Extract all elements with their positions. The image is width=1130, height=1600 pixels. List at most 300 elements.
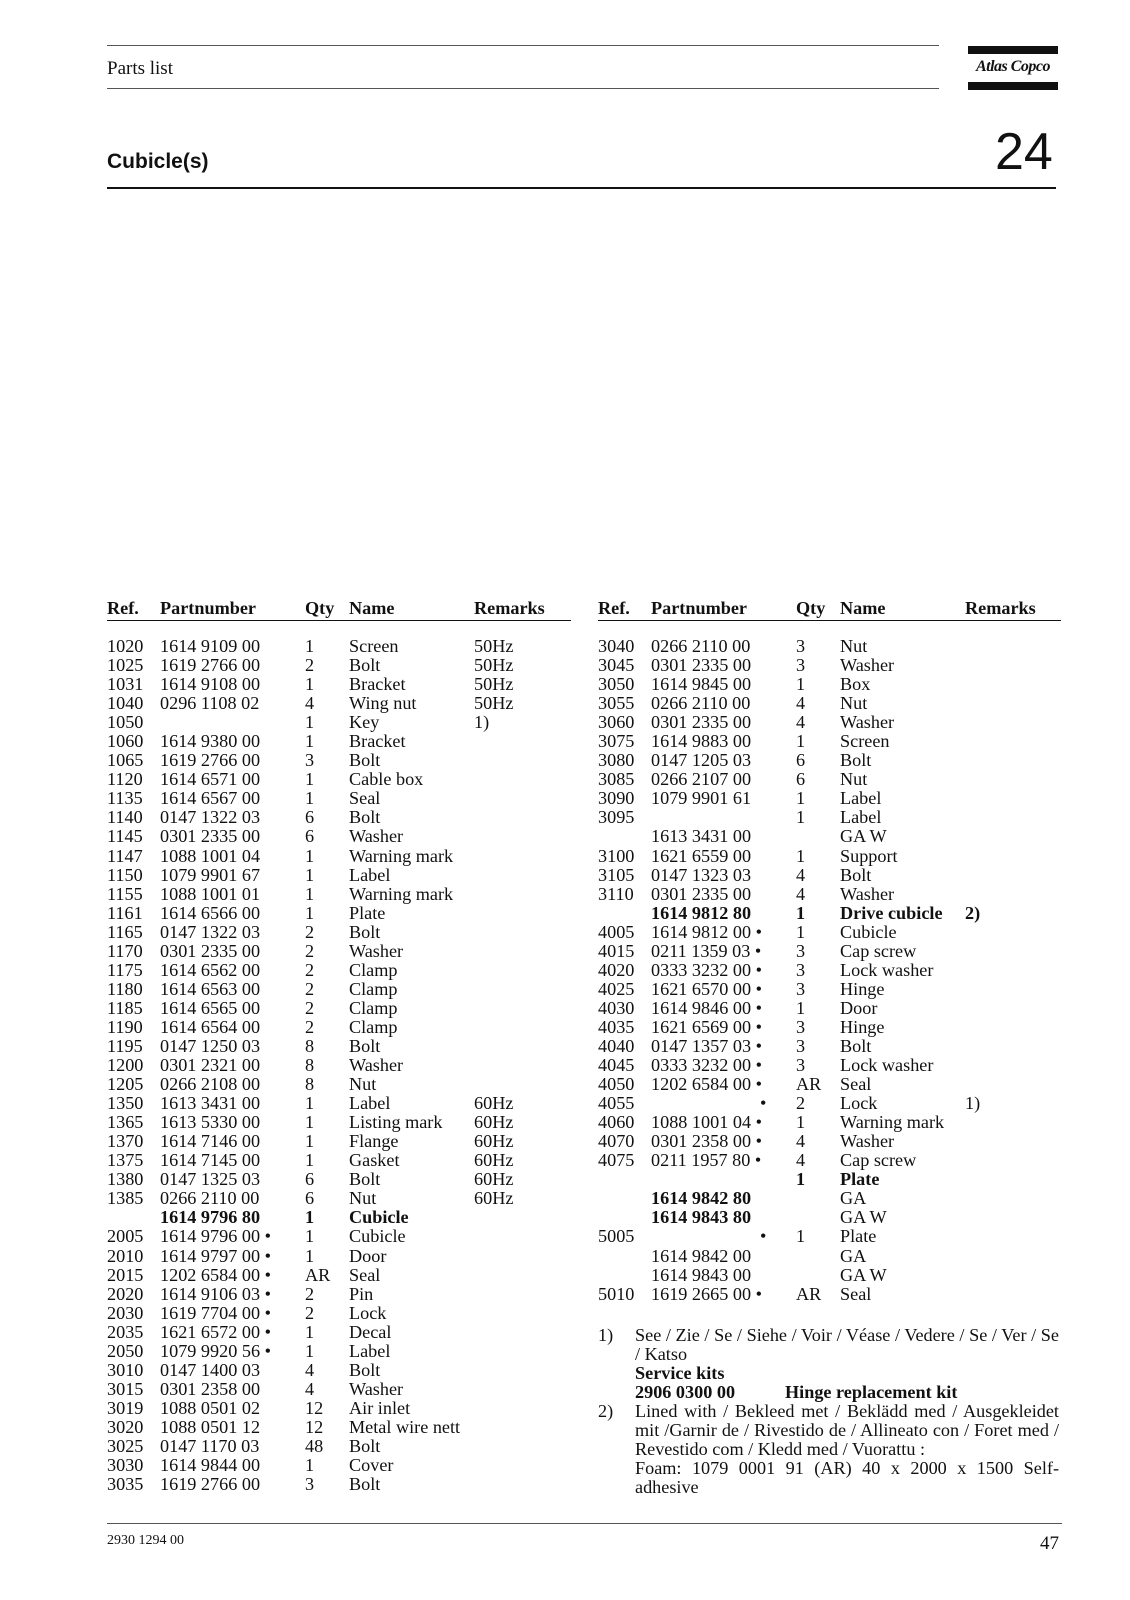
table-row <box>598 904 1061 923</box>
part-number-cell: 0147 1400 03 <box>160 1359 261 1380</box>
brand-logo <box>968 46 1058 92</box>
service-kit-row <box>598 1383 1059 1402</box>
name-cell: Bolt <box>349 1359 381 1380</box>
qty-cell: 6 <box>305 826 315 847</box>
ref-cell: 2035 <box>107 1321 144 1342</box>
part-number-cell: 1088 1001 04 <box>160 845 261 866</box>
part-number-cell: 0147 1323 03 <box>651 864 752 885</box>
table-row <box>598 827 1061 846</box>
table-row <box>107 1170 571 1189</box>
table-row <box>107 789 571 808</box>
name-cell: Seal <box>349 788 381 809</box>
qty-cell: 3 <box>796 959 806 980</box>
part-number-cell: 0147 1357 03 • <box>651 1035 762 1056</box>
name-cell: GA W <box>840 1264 887 1285</box>
name-cell: GA W <box>840 826 887 847</box>
name-cell: Washer <box>349 1378 404 1399</box>
name-cell: Cover <box>349 1455 394 1476</box>
table-row <box>598 694 1061 713</box>
table-row <box>107 1361 571 1380</box>
table-row <box>107 713 571 732</box>
table-row <box>598 751 1061 770</box>
qty-cell: 2 <box>305 1016 315 1037</box>
table-row <box>107 1208 571 1227</box>
table-row <box>107 942 571 961</box>
name-cell: Label <box>349 1093 391 1114</box>
part-number-cell: 0147 1322 03 <box>160 807 261 828</box>
remarks-cell: 60Hz <box>474 1188 514 1209</box>
qty-cell: 2 <box>305 997 315 1018</box>
qty-cell: 2 <box>305 1283 315 1304</box>
table-row <box>598 770 1061 789</box>
qty-cell: 1 <box>796 997 806 1018</box>
ref-cell: 1147 <box>107 845 143 866</box>
header-bottom-rule <box>107 88 939 89</box>
remarks-cell: 60Hz <box>474 1093 514 1114</box>
name-cell: Label <box>840 807 882 828</box>
part-number-cell: 1614 9797 00 • <box>160 1245 271 1266</box>
qty-cell: 1 <box>796 902 806 923</box>
col-qty-header: Qty <box>796 598 826 618</box>
ref-cell: 1150 <box>107 864 143 885</box>
ref-cell: 3015 <box>107 1378 144 1399</box>
qty-cell: 3 <box>796 1035 806 1056</box>
col-part-header: Partnumber <box>651 598 747 618</box>
name-cell: Seal <box>840 1283 872 1304</box>
table-row <box>107 1113 571 1132</box>
ref-cell: 3055 <box>598 693 635 714</box>
part-number-cell: 1619 2766 00 <box>160 750 261 771</box>
name-cell: Washer <box>840 655 895 676</box>
name-cell: GA <box>840 1245 867 1266</box>
table-row <box>107 904 571 923</box>
ref-cell: 1350 <box>107 1093 144 1114</box>
qty-cell: 6 <box>305 807 315 828</box>
name-cell: Flange <box>349 1131 399 1152</box>
qty-cell: 1 <box>305 1455 315 1476</box>
kit-part-number: 2906 0300 00 <box>635 1382 736 1403</box>
chapter-number: 24 <box>995 123 1053 181</box>
part-number-cell: • <box>760 1226 767 1247</box>
part-number-cell: 1202 6584 00 • <box>160 1264 271 1285</box>
name-cell: Door <box>349 1245 387 1266</box>
table-row <box>107 1227 571 1246</box>
ref-cell: 3019 <box>107 1397 144 1418</box>
name-cell: Bracket <box>349 674 406 695</box>
qty-cell: 1 <box>305 883 315 904</box>
table-row <box>598 1189 1061 1208</box>
name-cell: Nut <box>349 1074 377 1095</box>
table-row <box>107 923 571 942</box>
name-cell: Bolt <box>840 864 872 885</box>
part-number-cell: 0211 1957 80 • <box>651 1150 762 1171</box>
name-cell: Warning mark <box>840 1112 945 1133</box>
table-row <box>107 827 571 846</box>
note-2-foam: Foam: 1079 0001 91 (AR) 40 x 2000 x 1500 Self-adhesive <box>635 1458 1059 1498</box>
name-cell: Bolt <box>349 1435 381 1456</box>
part-number-cell: 0333 3232 00 • <box>651 959 762 980</box>
part-number-cell: 0301 2321 00 <box>160 1055 261 1076</box>
part-number-cell: 0147 1205 03 <box>651 750 752 771</box>
name-cell: Cap screw <box>840 1150 917 1171</box>
name-cell: Clamp <box>349 997 398 1018</box>
table-row <box>107 1418 571 1437</box>
qty-cell: 1 <box>796 1169 806 1190</box>
qty-cell: 8 <box>305 1055 315 1076</box>
ref-cell: 3050 <box>598 674 635 695</box>
name-cell: Bolt <box>349 655 381 676</box>
ref-cell: 4055 <box>598 1093 635 1114</box>
qty-cell: 4 <box>796 883 806 904</box>
part-number-cell: 1614 6565 00 <box>160 997 261 1018</box>
table-row <box>107 1285 571 1304</box>
ref-cell: 1140 <box>107 807 143 828</box>
table-row <box>598 980 1061 999</box>
ref-cell: 4045 <box>598 1055 635 1076</box>
part-number-cell: 1614 9883 00 <box>651 731 752 752</box>
qty-cell: 2 <box>305 978 315 999</box>
part-number-cell: 1619 2766 00 <box>160 1474 261 1495</box>
part-number-cell: 0296 1108 02 <box>160 693 260 714</box>
ref-cell: 1170 <box>107 940 143 961</box>
table-header-rule <box>598 620 1061 621</box>
table-row <box>107 1018 571 1037</box>
table-row <box>107 1342 571 1361</box>
table-row <box>598 1227 1061 1246</box>
name-cell: Lock washer <box>840 959 934 980</box>
note-1-number: 1) <box>598 1325 614 1345</box>
table-row <box>107 1380 571 1399</box>
table-row <box>107 1456 571 1475</box>
table-row <box>598 1037 1061 1056</box>
section-title: Cubicle(s) <box>107 150 209 173</box>
name-cell: Label <box>349 864 391 885</box>
part-number-cell: 0301 2335 00 <box>651 655 752 676</box>
table-row <box>107 751 571 770</box>
ref-cell: 1040 <box>107 693 144 714</box>
qty-cell: 2 <box>305 655 315 676</box>
qty-cell: 1 <box>305 636 315 656</box>
ref-cell: 4020 <box>598 959 635 980</box>
part-number-cell: 1202 6584 00 • <box>651 1074 762 1095</box>
note-2-number: 2) <box>598 1401 614 1422</box>
ref-cell: 1145 <box>107 826 143 847</box>
ref-cell: 1155 <box>107 883 143 904</box>
part-number-cell: 1613 5330 00 <box>160 1112 261 1133</box>
table-row <box>598 1113 1061 1132</box>
name-cell: Bolt <box>840 750 872 771</box>
qty-cell: 8 <box>305 1035 315 1056</box>
remarks-cell: 50Hz <box>474 674 514 695</box>
table-row <box>107 656 571 675</box>
name-cell: Drive cubicle <box>840 902 943 923</box>
ref-cell: 4060 <box>598 1112 635 1133</box>
part-number-cell: 1614 6567 00 <box>160 788 261 809</box>
table-row <box>107 1094 571 1113</box>
table-row <box>598 713 1061 732</box>
ref-cell: 1195 <box>107 1035 143 1056</box>
qty-cell: 6 <box>305 1188 315 1209</box>
qty-cell: 1 <box>305 1340 315 1361</box>
kit-name: Hinge replacement kit <box>785 1382 958 1403</box>
qty-cell: 1 <box>796 674 806 695</box>
qty-cell: 1 <box>305 1112 315 1133</box>
col-remarks-header: Remarks <box>965 598 1036 618</box>
qty-cell: 2 <box>305 940 315 961</box>
remarks-cell: 1) <box>965 1093 981 1114</box>
name-cell: Label <box>349 1340 391 1361</box>
qty-cell: 3 <box>796 636 806 656</box>
ref-cell: 1161 <box>107 902 143 923</box>
qty-cell: 4 <box>796 1131 806 1152</box>
part-number-cell: 1614 9845 00 <box>651 674 752 695</box>
qty-cell: 6 <box>796 769 806 790</box>
qty-cell: 2 <box>305 959 315 980</box>
part-number-cell: 1614 9380 00 <box>160 731 261 752</box>
name-cell: Lock washer <box>840 1055 934 1076</box>
part-number-cell: 1079 9920 56 • <box>160 1340 271 1361</box>
part-number-cell: 1621 6572 00 • <box>160 1321 271 1342</box>
ref-cell: 1050 <box>107 712 144 733</box>
ref-cell: 1065 <box>107 750 144 771</box>
ref-cell: 2010 <box>107 1245 144 1266</box>
remarks-cell: 60Hz <box>474 1169 514 1190</box>
part-number-cell: 0266 2110 00 <box>651 693 751 714</box>
remarks-cell: 60Hz <box>474 1112 514 1133</box>
table-row <box>107 1323 571 1342</box>
table-row <box>598 866 1061 885</box>
part-number-cell: 1614 6562 00 <box>160 959 261 980</box>
name-cell: Bracket <box>349 731 406 752</box>
table-row <box>598 999 1061 1018</box>
ref-cell: 2005 <box>107 1226 144 1247</box>
col-ref-header: Ref. <box>598 598 630 618</box>
part-number-cell: 1614 9796 00 • <box>160 1226 271 1247</box>
table-row <box>107 1475 571 1494</box>
remarks-cell: 1) <box>474 712 490 733</box>
part-number-cell: 1614 9109 00 <box>160 636 261 656</box>
table-row <box>598 923 1061 942</box>
name-cell: Nut <box>840 636 868 656</box>
qty-cell: 4 <box>305 693 315 714</box>
table-row <box>107 637 571 656</box>
table-row <box>598 942 1061 961</box>
qty-cell: 12 <box>305 1416 324 1437</box>
part-number-cell: 1621 6559 00 <box>651 845 752 866</box>
parts-table-right <box>598 598 1061 1304</box>
parts-table-left <box>107 598 571 1494</box>
part-number-cell: 1614 9108 00 <box>160 674 261 695</box>
name-cell: Plate <box>840 1226 877 1247</box>
part-number-cell: 1619 2766 00 <box>160 655 261 676</box>
qty-cell: 1 <box>305 1245 315 1266</box>
part-number-cell: 1619 2665 00 • <box>651 1283 762 1304</box>
table-row <box>598 1094 1061 1113</box>
part-number-cell: 1614 9812 80 <box>651 902 752 923</box>
table-row <box>598 1285 1061 1304</box>
ref-cell: 1135 <box>107 788 143 809</box>
qty-cell: 1 <box>796 1112 806 1133</box>
qty-cell: 4 <box>796 1150 806 1171</box>
name-cell: Bolt <box>349 1169 381 1190</box>
footer-rule <box>107 1523 1062 1524</box>
table-row <box>598 808 1061 827</box>
name-cell: Clamp <box>349 959 398 980</box>
ref-cell: 1185 <box>107 997 143 1018</box>
name-cell: Bolt <box>349 750 381 771</box>
ref-cell: 4005 <box>598 921 635 942</box>
qty-cell: 1 <box>305 902 315 923</box>
ref-cell: 3105 <box>598 864 635 885</box>
table-row <box>598 1075 1061 1094</box>
ref-cell: 4070 <box>598 1131 635 1152</box>
qty-cell: 1 <box>796 807 806 828</box>
part-number-cell: 1614 7146 00 <box>160 1131 261 1152</box>
qty-cell: 1 <box>305 864 315 885</box>
qty-cell: AR <box>796 1283 822 1304</box>
qty-cell: 8 <box>305 1074 315 1095</box>
ref-cell: 1365 <box>107 1112 144 1133</box>
table-row <box>107 1189 571 1208</box>
document-number: 2930 1294 00 <box>107 1533 184 1548</box>
name-cell: Hinge <box>840 978 885 999</box>
table-row <box>598 1018 1061 1037</box>
ref-cell: 3045 <box>598 655 635 676</box>
part-number-cell: 0301 2335 00 <box>651 883 752 904</box>
part-number-cell: 0147 1322 03 <box>160 921 261 942</box>
qty-cell: 1 <box>305 769 315 790</box>
col-part-header: Partnumber <box>160 598 256 618</box>
name-cell: Nut <box>840 769 868 790</box>
ref-cell: 2030 <box>107 1302 144 1323</box>
qty-cell: 1 <box>305 1321 315 1342</box>
part-number-cell: 0301 2335 00 <box>160 940 261 961</box>
part-number-cell: 1088 1001 04 • <box>651 1112 762 1133</box>
part-number-cell: 1614 9846 00 • <box>651 997 762 1018</box>
table-row <box>107 732 571 751</box>
table-header <box>107 598 571 620</box>
ref-cell: 1120 <box>107 769 143 790</box>
ref-cell: 3025 <box>107 1435 144 1456</box>
logo-top-bar <box>968 46 1058 54</box>
ref-cell: 1180 <box>107 978 143 999</box>
header-top-rule <box>107 45 939 46</box>
part-number-cell: 1614 9796 80 <box>160 1207 261 1228</box>
header-label: Parts list <box>107 58 173 79</box>
col-remarks-header: Remarks <box>474 598 545 618</box>
part-number-cell: 0147 1170 03 <box>160 1435 260 1456</box>
notes-block <box>598 1326 1059 1497</box>
part-number-cell: 0333 3232 00 • <box>651 1055 762 1076</box>
name-cell: Label <box>840 788 882 809</box>
table-row <box>107 675 571 694</box>
table-row <box>598 656 1061 675</box>
qty-cell: 1 <box>305 731 315 752</box>
ref-cell: 2015 <box>107 1264 144 1285</box>
qty-cell: 4 <box>796 693 806 714</box>
part-number-cell: 0266 2110 00 <box>651 636 751 656</box>
ref-cell: 2050 <box>107 1340 144 1361</box>
ref-cell: 3020 <box>107 1416 144 1437</box>
qty-cell: 1 <box>305 1226 315 1247</box>
ref-cell: 1165 <box>107 921 143 942</box>
ref-cell: 3100 <box>598 845 635 866</box>
table-row <box>598 885 1061 904</box>
name-cell: Listing mark <box>349 1112 443 1133</box>
qty-cell: 3 <box>796 655 806 676</box>
qty-cell: AR <box>796 1074 822 1095</box>
name-cell: Box <box>840 674 871 695</box>
remarks-cell: 60Hz <box>474 1131 514 1152</box>
title-rule <box>107 187 1056 189</box>
part-number-cell: 1088 0501 02 <box>160 1397 261 1418</box>
table-row <box>107 961 571 980</box>
table-header <box>598 598 1061 620</box>
part-number-cell: 1614 9106 03 • <box>160 1283 271 1304</box>
name-cell: Air inlet <box>349 1397 411 1418</box>
table-row <box>107 1037 571 1056</box>
ref-cell: 3075 <box>598 731 635 752</box>
name-cell: Lock <box>349 1302 387 1323</box>
qty-cell: 1 <box>305 1150 315 1171</box>
ref-cell: 4050 <box>598 1074 635 1095</box>
part-number-cell: 1614 9842 00 <box>651 1245 752 1266</box>
qty-cell: 3 <box>796 1055 806 1076</box>
qty-cell: 4 <box>305 1378 315 1399</box>
name-cell: Support <box>840 845 898 866</box>
ref-cell: 1380 <box>107 1169 144 1190</box>
name-cell: Washer <box>840 883 895 904</box>
part-number-cell: 0266 2108 00 <box>160 1074 261 1095</box>
table-row <box>107 1075 571 1094</box>
ref-cell: 4075 <box>598 1150 635 1171</box>
col-name-header: Name <box>349 598 395 618</box>
ref-cell: 1205 <box>107 1074 144 1095</box>
table-row <box>107 1304 571 1323</box>
qty-cell: 2 <box>305 921 315 942</box>
part-number-cell: 0301 2335 00 <box>651 712 752 733</box>
name-cell: Plate <box>349 902 386 923</box>
qty-cell: 3 <box>305 750 315 771</box>
ref-cell: 1190 <box>107 1016 143 1037</box>
qty-cell: 1 <box>305 674 315 695</box>
part-number-cell: 1614 6563 00 <box>160 978 261 999</box>
part-number-cell: 0147 1250 03 <box>160 1035 261 1056</box>
note-2-text: Lined with / Bekleed met / Beklädd med / Ausgekleidet mit /Garnir de / Rivestido de / Allineato con / Foret med / Revestido com / Kledd med / Vuorattu : <box>635 1401 1059 1460</box>
table-row <box>598 847 1061 866</box>
note-1-text: See / Zie / Se / Siehe / Voir / Véase / Vedere / Se / Ver / Se / Katso <box>635 1325 1059 1365</box>
part-number-cell: 0301 2358 00 <box>160 1378 261 1399</box>
ref-cell: 1060 <box>107 731 144 752</box>
name-cell: Bolt <box>349 1474 381 1495</box>
table-row <box>107 1437 571 1456</box>
ref-cell: 3085 <box>598 769 635 790</box>
name-cell: Cubicle <box>349 1207 409 1228</box>
qty-cell: 1 <box>796 1226 806 1247</box>
table-row <box>598 1266 1061 1285</box>
table-row <box>107 1151 571 1170</box>
table-row <box>598 1056 1061 1075</box>
part-number-cell: 1613 3431 00 <box>651 826 752 847</box>
part-number-cell: 0266 2110 00 <box>160 1188 260 1209</box>
name-cell: Screen <box>349 636 399 656</box>
qty-cell: 1 <box>305 788 315 809</box>
name-cell: Seal <box>349 1264 381 1285</box>
table-row <box>598 1170 1061 1189</box>
qty-cell: 1 <box>796 731 806 752</box>
table-row <box>107 808 571 827</box>
part-number-cell: 1621 6570 00 • <box>651 978 762 999</box>
